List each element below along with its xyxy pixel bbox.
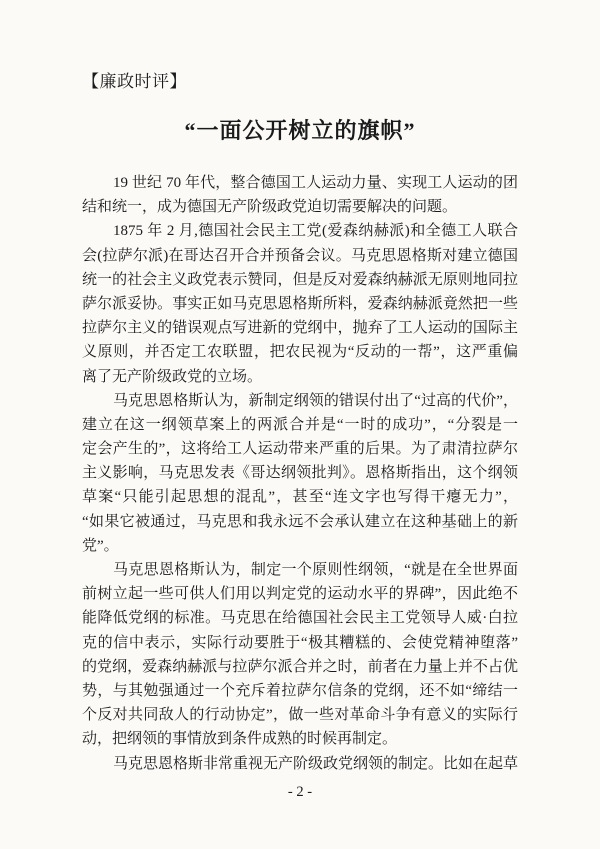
text-line: 党”。 <box>82 537 119 554</box>
text-line: 统一的社会主义政党表示赞同，但是反对爱森纳赫派无原则地同拉 <box>82 271 518 288</box>
text-line: 1875 年 2 月,德国社会民主工党(爱森纳赫派)和全德工人联合 <box>113 223 518 240</box>
section-label: 【廉政时评】 <box>82 72 187 91</box>
page-title: “一面公开树立的旗帜” <box>184 118 416 143</box>
text-line: 拉萨尔主义的错误观点写进新的党纲中，抛弃了工人运动的国际主 <box>82 320 518 337</box>
text-line: 的党纲，爱森纳赫派与拉萨尔派合并之时，前者在力量上并不占优 <box>82 658 518 675</box>
text-line: 能降低党纲的标准。马克思在给德国社会民主工党领导人威·白拉 <box>82 610 518 627</box>
text-line: 建立在这一纲领草案上的两派合并是“一时的成功”，“分裂是一 <box>82 416 518 433</box>
text-line: 会(拉萨尔派)在哥达召开合并预备会议。马克思恩格斯对建立德国 <box>82 247 518 264</box>
text-line: 结和统一，成为德国无产阶级政党迫切需要解决的问题。 <box>82 199 458 216</box>
text-line: 前树立起一些可供人们用以判定党的运动水平的界碑”，因此绝不 <box>82 586 518 603</box>
text-line: 动，把纲领的事情放到条件成熟的时候再制定。 <box>82 731 398 748</box>
text-line: 19 世纪 70 年代，整合德国工人运动力量、实现工人运动的团 <box>113 175 518 191</box>
text-line: 克的信中表示，实际行动要胜于“极其糟糕的、会使党精神堕落” <box>82 634 518 651</box>
text-line: 马克思恩格斯认为，新制定纲领的错误付出了“过高的代价”， <box>113 392 518 409</box>
text-line: 个反对共同敌人的行动协定”，做一些对革命斗争有意义的实际行 <box>82 707 518 724</box>
text-line: 主义影响，马克思发表《哥达纲领批判》。恩格斯指出，这个纲领 <box>82 465 518 482</box>
text-line: “如果它被通过，马克思和我永远不会承认建立在这种基础上的新 <box>82 513 518 530</box>
text-line: 定会产生的”，这将给工人运动带来严重的后果。为了肃清拉萨尔 <box>82 441 518 458</box>
text-line: 马克思恩格斯认为，制定一个原则性纲领，“就是在全世界面 <box>113 562 518 578</box>
text-line: 离了无产阶级政党的立场。 <box>82 368 263 385</box>
text-line: 草案“只能引起思想的混乱”，甚至“连文字也写得干瘪无力”， <box>82 489 518 506</box>
text-line: 势，与其勉强通过一个充斥着拉萨尔信条的党纲，还不如“缔结一 <box>82 682 518 699</box>
text-line: 萨尔派妥协。事实正如马克思恩格斯所料，爱森纳赫派竟然把一些 <box>82 295 518 312</box>
document-body <box>82 171 518 776</box>
text-line: 义原则，并否定工农联盟，把农民视为“反动的一帮”，这严重偏 <box>82 344 518 361</box>
page-number: - 2 - <box>287 784 313 800</box>
text-line: 马克思恩格斯非常重视无产阶级政党纲领的制定。比如在起草 <box>113 755 518 772</box>
